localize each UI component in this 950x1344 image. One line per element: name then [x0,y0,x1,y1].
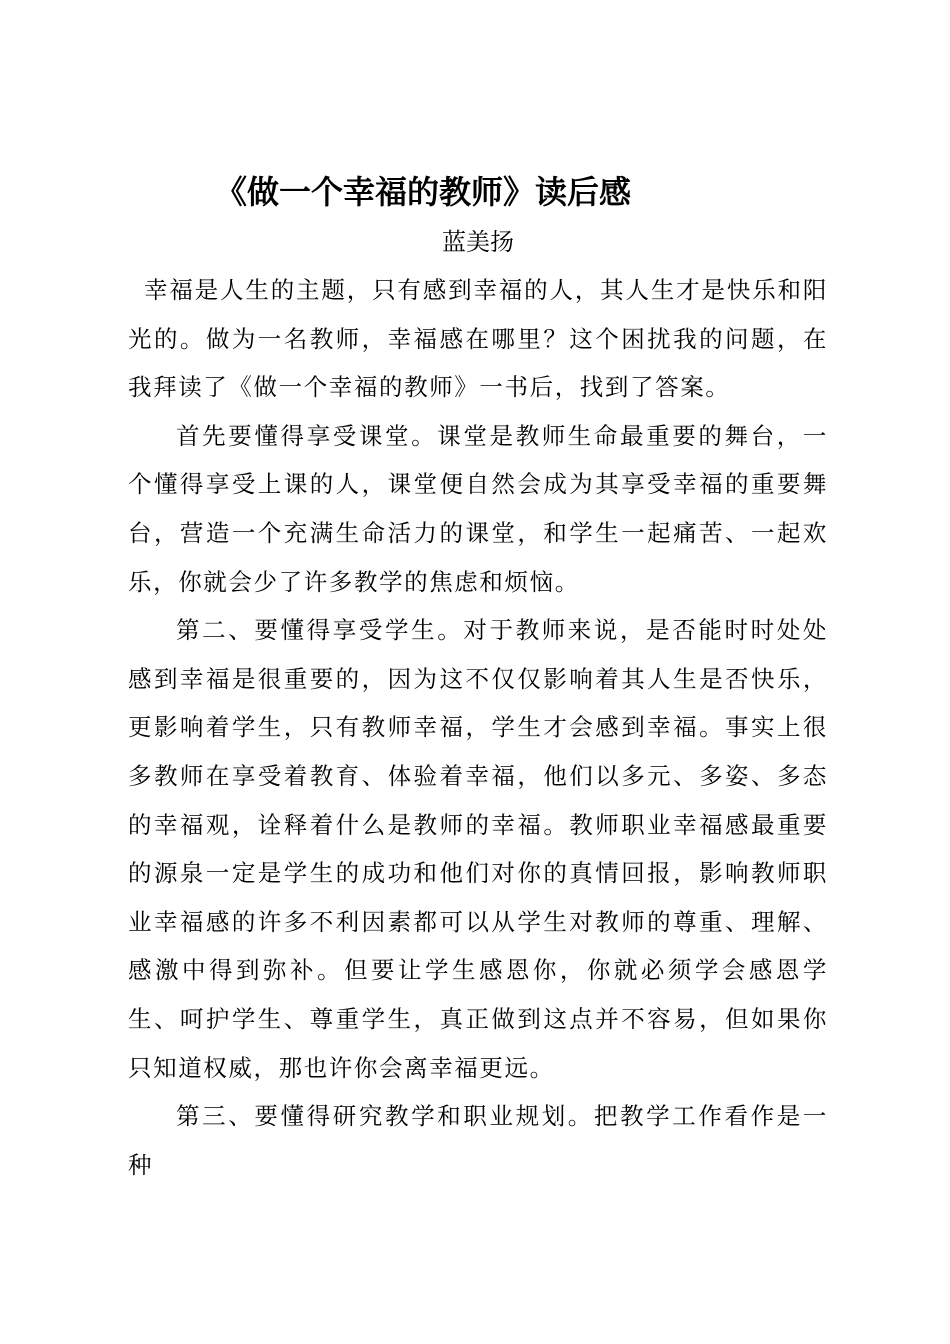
paragraph-first-point: 首先要懂得享受课堂。课堂是教师生命最重要的舞台，一个懂得享受上课的人，课堂便自然会成为其享受幸福的重要舞台，营造一个充满生命活力的课堂，和学生一起痛苦、一起欢乐，你就会少了许多教学的焦虑和烦恼。 [128,421,828,596]
author-name: 蓝美扬 [442,228,514,256]
document-title: 《做一个幸福的教师》读后感 [215,173,632,211]
paragraph-second-point: 第二、要懂得享受学生。对于教师来说，是否能时时处处感到幸福是很重要的，因为这不仅仅影响着其人生是否快乐，更影响着学生，只有教师幸福，学生才会感到幸福。事实上很多教师在享受着教育、体验着幸福，他们以多元、多姿、多态的幸福观，诠释着什么是教师的幸福。教师职业幸福感最重要的源泉一定是学生的成功和他们对你的真情回报，影响教师职业幸福感的许多不利因素都可以从学生对教师的尊重、理解、感激中得到弥补。但要让学生感恩你，你就必须学会感恩学生、呵护学生、尊重学生，真正做到这点并不容易，但如果你只知道权威，那也许你会离幸福更远。 [128,616,828,1082]
document-body [128,266,828,1189]
paragraph-intro: 幸福是人生的主题，只有感到幸福的人，其人生才是快乐和阳光的。做为一名教师，幸福感在哪里？这个困扰我的问题，在我拜读了《做一个幸福的教师》一书后，找到了答案。 [128,276,828,402]
paragraph-third-point: 第三、要懂得研究教学和职业规划。把教学工作看作是一种 [128,1102,828,1179]
